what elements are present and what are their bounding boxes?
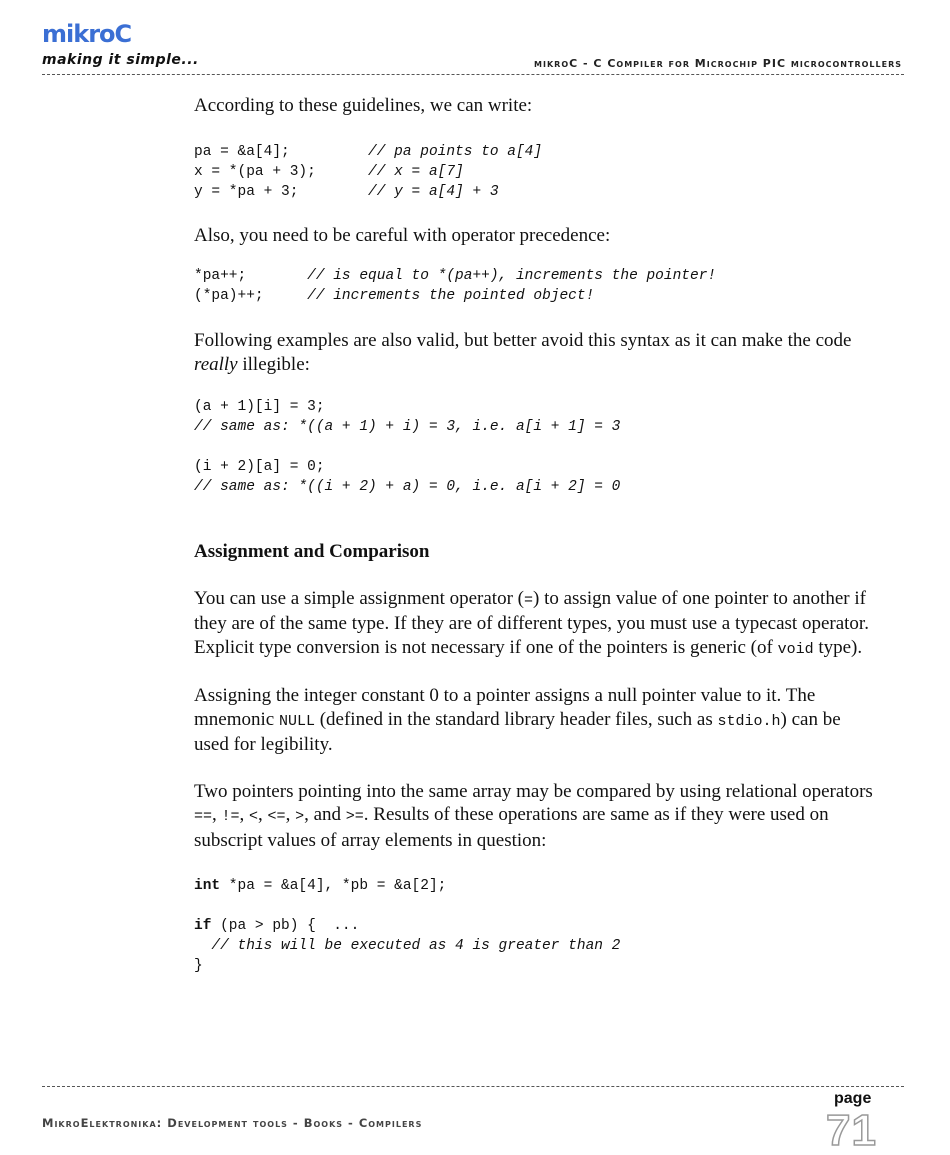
code-comment: // this will be executed as 4 is greater than 2	[194, 938, 621, 954]
text-span: type).	[813, 636, 863, 658]
comparison-paragraph	[194, 780, 874, 853]
code-comment: // is equal to *(pa++), increments the pointer!	[307, 268, 717, 284]
text-span: ) to assign value of one pointer to another if they are of the same type. If they are of different types, you must use a typecast operator. Explicit type conversion is not necessary if one of the pointers is generic (of	[194, 587, 869, 658]
text-span: ,	[258, 804, 268, 825]
text-span: ) can be used for legibility.	[194, 708, 841, 755]
text-span: , and	[304, 804, 346, 825]
code-comment: // y = a[4] + 3	[368, 183, 499, 200]
text-span: Two pointers pointing into the same array may be compared by using relational operators	[194, 780, 873, 802]
text-span: Following examples are also valid, but better avoid this syntax as it can make the code	[194, 330, 852, 351]
code-comment: // same as: *((i + 2) + a) = 0, i.e. a[i + 2] = 0	[194, 479, 621, 495]
emphasis-text: really	[194, 353, 238, 375]
code-block-4	[194, 876, 874, 976]
text-span: illegible:	[237, 353, 310, 375]
code-line: y = *pa + 3;	[194, 183, 369, 200]
code-block-2	[194, 266, 874, 306]
header-title: mikroC - C Compiler for Microchip PIC microcontrollers	[534, 57, 902, 70]
text-span: Assigning the integer constant 0 to a pointer assigns a null pointer value to it. The mnemonic	[194, 685, 816, 730]
code-block-1	[194, 142, 874, 202]
assignment-paragraph	[194, 587, 874, 662]
code-block-3	[194, 397, 874, 497]
null-pointer-paragraph	[194, 684, 874, 757]
page-number: 71	[826, 1106, 877, 1155]
footer-divider	[42, 1086, 904, 1087]
valid-examples-paragraph	[194, 329, 874, 376]
keyword: if	[194, 918, 212, 934]
code-line: (pa > pb) { ...	[211, 918, 360, 934]
null-code: NULL	[278, 712, 315, 730]
text-span: ,	[285, 804, 296, 825]
intro-paragraph: According to these guidelines, we can write:	[194, 95, 533, 116]
code-line: pa = &a[4];	[194, 143, 369, 160]
tagline: making it simple...	[42, 52, 199, 68]
header-divider	[42, 74, 904, 75]
operator-code: <	[249, 808, 259, 825]
code-line: }	[194, 958, 203, 974]
code-comment: // pa points to a[4]	[368, 143, 543, 160]
operator-code: <=	[267, 808, 286, 825]
operator-code: !=	[221, 808, 240, 825]
code-comment: // x = a[7]	[368, 163, 464, 180]
text-span: ,	[212, 804, 222, 825]
text-span: You can use a simple assignment operator (	[194, 587, 524, 609]
stdio-code: stdio.h	[717, 712, 781, 730]
code-line: (a + 1)[i] = 3;	[194, 399, 325, 415]
operator-code: >	[295, 808, 305, 825]
code-line: (i + 2)[a] = 0;	[194, 459, 325, 475]
operator-code: ==	[194, 808, 213, 825]
mikroc-logo: mikroC	[42, 20, 132, 48]
operator-code: =	[523, 591, 533, 609]
keyword: int	[194, 878, 221, 894]
section-heading: Assignment and Comparison	[194, 541, 430, 562]
code-line: *pa = &a[4], *pb = &a[2];	[220, 878, 447, 894]
code-comment: // same as: *((a + 1) + i) = 3, i.e. a[i + 1] = 3	[194, 419, 621, 435]
page-content	[194, 94, 874, 976]
code-line: *pa++;	[194, 268, 308, 284]
page-label: page	[834, 1090, 872, 1107]
operator-code: >=	[345, 808, 364, 825]
void-code: void	[777, 640, 814, 658]
precedence-paragraph: Also, you need to be careful with operator precedence:	[194, 224, 611, 246]
code-comment: // increments the pointed object!	[307, 288, 595, 304]
code-line: (*pa)++;	[194, 288, 308, 304]
text-span: (defined in the standard library header files, such as	[314, 708, 718, 730]
footer-text: MikroElektronika: Development tools - Books - Compilers	[42, 1116, 423, 1130]
text-span: . Results of these operations are same as if they were used on subscript values of array elements in question:	[194, 804, 829, 851]
text-span: ,	[239, 804, 250, 825]
code-line: x = *(pa + 3);	[194, 163, 369, 180]
